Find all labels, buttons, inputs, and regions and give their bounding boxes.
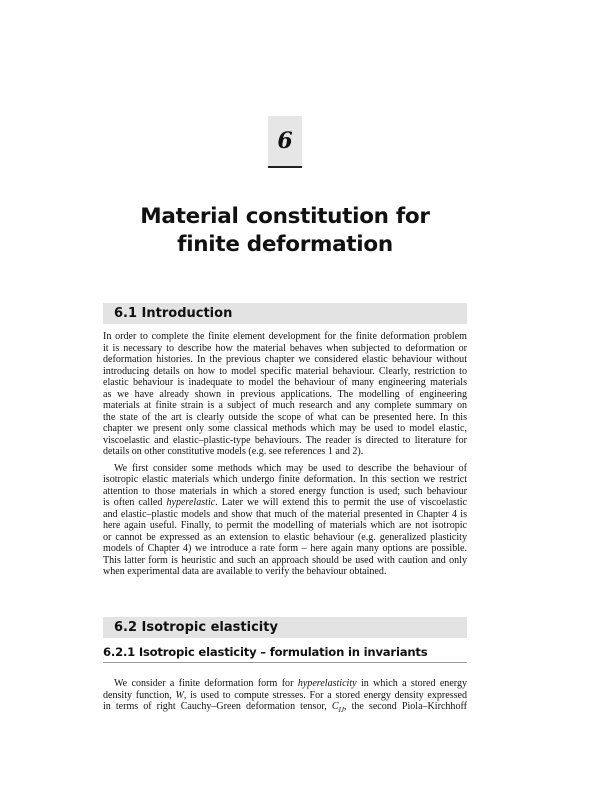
math-symbol: W xyxy=(175,689,184,701)
math-subscript: IJ xyxy=(338,706,345,714)
text-line: or cannot be expressed as an extension to elastic behaviour (e.g. generalized plasticity xyxy=(103,531,467,543)
text-line xyxy=(103,690,467,702)
text-line xyxy=(103,497,467,509)
text-run: is often called xyxy=(103,497,167,508)
text-line: the state of the art is clearly outside the scope of what can be presented here. In this xyxy=(103,411,467,423)
text-line: chapter we present only some classical methods which may be used to model elastic, xyxy=(103,423,467,434)
text-line: as we have already shown in previous applications. The modelling of engineering xyxy=(103,388,467,400)
chapter-number: 6 xyxy=(277,128,293,154)
text-run: in which a stored energy xyxy=(356,678,468,689)
text-run: . Later we will extend this to permit the use of viscoelastic xyxy=(215,497,467,508)
intro-paragraph-2 xyxy=(103,463,467,578)
text-run: We consider a finite deformation form for xyxy=(114,678,298,689)
text-run: in terms of right Cauchy–Green deformation tensor, xyxy=(103,701,332,712)
section-heading: 6.1 Introduction xyxy=(114,306,233,321)
emphasis-term: hyperelasticity xyxy=(297,678,357,689)
text-line: it is necessary to describe how the material behaves when subjected to deformation or xyxy=(103,342,467,354)
text-run: , the second Piola–Kirchhoff xyxy=(344,701,467,712)
text-line: isotropic elastic materials which undergo finite deformation. In this section we restrict xyxy=(103,474,467,485)
chapter-title xyxy=(0,203,570,259)
text-line: elastic behaviour is inadequate to model the behaviour of many engineering materials xyxy=(103,377,467,388)
subsection-heading: 6.2.1 Isotropic elasticity – formulation in invariants xyxy=(103,645,467,663)
text-run: density function, xyxy=(103,689,176,701)
section-heading: 6.2 Isotropic elasticity xyxy=(114,620,278,635)
text-line: introducing details on how to model specific material behaviour. Clearly, restriction to xyxy=(103,365,467,377)
section-heading-bar xyxy=(103,303,467,324)
text-line: deformation histories. In the previous chapter we considered elastic behaviour without xyxy=(103,354,467,365)
math-symbol: C xyxy=(331,701,339,712)
intro-paragraph-1 xyxy=(103,331,467,458)
chapter-number-box xyxy=(268,116,302,168)
emphasis-term: hyperelastic xyxy=(166,497,216,508)
text-line: This latter form is heuristic and such an approach should be used with caution and only xyxy=(103,554,467,566)
text-line: here again useful. Finally, to permit the modelling of materials which are not isotropic xyxy=(103,520,467,531)
text-run: , is used to compute stresses. For a stored energy density expressed xyxy=(183,689,467,701)
text-line xyxy=(103,678,467,690)
text-line: We first consider some methods which may be used to describe the behaviour of xyxy=(114,462,467,474)
section-heading-bar xyxy=(103,617,467,638)
text-line: details on other constitutive models (e.g. see references 1 and 2). xyxy=(103,446,364,457)
text-line: attention to those materials in which a stored energy function is used; such behaviour xyxy=(103,485,467,497)
text-line: In order to complete the finite element development for the finite deformation problem xyxy=(103,331,467,342)
text-line xyxy=(103,701,467,713)
text-line: viscoelastic and elastic–plastic-type behaviours. The reader is directed to literature for xyxy=(103,434,467,446)
text-line: when experimental data are available to verify the behaviour obtained. xyxy=(103,566,387,577)
text-line: materials at finite strain is a subject of much research and any complete summary on xyxy=(103,400,467,411)
subsection-paragraph xyxy=(103,678,467,713)
chapter-title-line: finite deformation xyxy=(177,232,393,257)
text-line: models of Chapter 4) we introduce a rate form – here again many options are possible. xyxy=(103,543,467,554)
chapter-title-line: Material constitution for xyxy=(140,204,430,229)
text-line: and elastic–plastic models and show that much of the material presented in Chapter 4 is xyxy=(103,508,467,520)
